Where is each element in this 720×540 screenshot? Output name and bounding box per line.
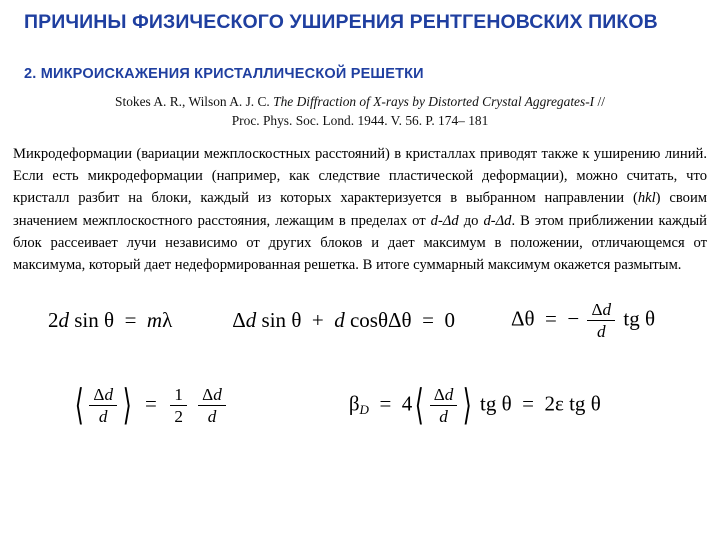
sym-equals-6: = xyxy=(522,391,535,416)
sym-d-4: d xyxy=(602,300,612,319)
body-range-2: d-Δd xyxy=(483,212,512,229)
formula-delta-theta xyxy=(511,300,655,342)
section-subtitle: 2. МИКРОИСКАЖЕНИЯ КРИСТАЛЛИЧЕСКОЙ РЕШЕТКИ xyxy=(24,66,424,82)
sym-zero: 0 xyxy=(444,308,455,333)
sym-beta: β xyxy=(348,391,360,416)
sym-four: 4 xyxy=(401,391,413,416)
sym-theta-6: θ xyxy=(645,306,656,331)
sym-subscript-D: D xyxy=(359,401,369,417)
fraction-numerator xyxy=(430,385,458,406)
citation-separator: // xyxy=(597,94,605,109)
fraction-denominator: d xyxy=(439,407,448,427)
angle-bracket-group-1 xyxy=(72,382,134,429)
sym-theta-4: θ xyxy=(401,308,412,333)
body-range-1: d-Δd xyxy=(430,212,459,229)
sym-delta-2: Δ xyxy=(388,308,402,333)
sym-d-3: d xyxy=(334,308,345,333)
angle-bracket-right: ⟩ xyxy=(122,382,132,429)
sym-m: m xyxy=(146,308,163,333)
fraction-one-half xyxy=(170,385,187,427)
sym-two-2: 2 xyxy=(544,391,556,416)
angle-bracket-left: ⟨ xyxy=(74,382,84,429)
sym-d-2: d xyxy=(245,308,257,333)
fraction-denominator: d xyxy=(207,407,217,427)
sym-lambda: λ xyxy=(162,308,173,333)
angle-bracket-group-2 xyxy=(412,382,474,429)
sym-epsilon: ε xyxy=(555,391,564,416)
sym-d-5: d xyxy=(104,385,114,404)
sym-two: 2 xyxy=(48,308,59,333)
formula-beta-d xyxy=(348,382,601,429)
sym-tg-2: tg xyxy=(480,391,497,416)
sym-theta-3: θ xyxy=(377,308,389,333)
body-hkl: hkl xyxy=(637,190,656,207)
sym-delta-3: Δ xyxy=(510,306,525,331)
sym-delta-1: Δ xyxy=(232,308,246,333)
sym-sin-2: sin xyxy=(261,308,287,333)
sym-delta-5: Δ xyxy=(93,385,105,404)
sym-delta-7: Δ xyxy=(433,385,445,404)
sym-tg-3: tg xyxy=(569,391,586,416)
sym-d: d xyxy=(58,308,69,333)
body-part-3: до xyxy=(458,212,484,229)
angle-bracket-right: ⟩ xyxy=(463,382,473,429)
fraction-delta-d-over-d-4 xyxy=(430,385,458,427)
sym-equals-5: = xyxy=(379,391,392,416)
sym-equals-2: = xyxy=(422,308,434,333)
fraction-delta-d-over-d-2 xyxy=(89,385,117,427)
sym-equals-4: = xyxy=(144,391,157,416)
sym-theta-7: θ xyxy=(501,391,512,416)
fraction-denominator: d xyxy=(98,407,108,427)
sym-delta-6: Δ xyxy=(202,385,214,404)
sym-minus: − xyxy=(567,306,580,331)
sym-theta-8: θ xyxy=(590,391,601,416)
formula-row-2 xyxy=(0,382,720,429)
fraction-numerator xyxy=(198,385,226,406)
fraction-denominator: d xyxy=(597,322,606,342)
sym-tg: tg xyxy=(623,306,640,331)
sym-equals: = xyxy=(124,308,137,333)
fraction-numerator xyxy=(587,300,615,321)
angle-bracket-left: ⟨ xyxy=(414,382,424,429)
sym-d-6: d xyxy=(213,385,222,404)
fraction-delta-d-over-d xyxy=(587,300,615,342)
fraction-numerator xyxy=(89,385,117,406)
sym-equals-3: = xyxy=(545,306,557,331)
citation-authors: Stokes A. R., Wilson A. J. C. xyxy=(115,94,270,109)
fraction-denominator: 2 xyxy=(174,407,183,427)
body-paragraph xyxy=(13,143,707,276)
body-part-4: . В этом приближении каждый блок рассеивает лучи независимо от других блоков и дает максимум в положении, отличающемся от максимума, который дает недеформированная решетка. В итоге суммарный максимум окажется размытым. xyxy=(13,212,707,273)
fraction-delta-d-over-d-3 xyxy=(198,385,226,427)
sym-theta-5: θ xyxy=(524,306,535,331)
body-part-2: ) своим значением межплоскостного расстояния, лежащим в пределах от xyxy=(13,190,707,229)
citation-source: Proc. Phys. Soc. Lond. 1944. V. 56. P. 174– 181 xyxy=(231,113,489,129)
body-part-1: Микродеформации (вариации межплоскостных расстояний) в кристаллах приводят также к уширению линий. Если есть микродеформации (например, как следствие пластической деформации), можно считать, что кристалл разбит на блоки, каждый из которых характеризуется в выбранном направлении ( xyxy=(13,146,707,207)
citation-article: The Diffraction of X-rays by Distorted Crystal Aggregates-I xyxy=(273,94,595,109)
page-title: ПРИЧИНЫ ФИЗИЧЕСКОГО УШИРЕНИЯ РЕНТГЕНОВСКИХ ПИКОВ xyxy=(24,11,658,33)
sym-cos: cos xyxy=(349,308,378,333)
sym-sin: sin xyxy=(74,308,99,333)
sym-delta-4: Δ xyxy=(591,300,603,319)
sym-plus: + xyxy=(311,308,324,333)
sym-theta-2: θ xyxy=(291,308,302,333)
sym-d-7: d xyxy=(444,385,454,404)
citation xyxy=(30,92,690,131)
sym-theta: θ xyxy=(104,308,115,333)
formula-mean-strain xyxy=(72,382,229,429)
fraction-numerator: 1 xyxy=(170,385,187,406)
formula-differentiated-bragg xyxy=(232,308,455,333)
formula-row-1 xyxy=(0,300,720,342)
formula-bragg-law xyxy=(48,308,172,333)
